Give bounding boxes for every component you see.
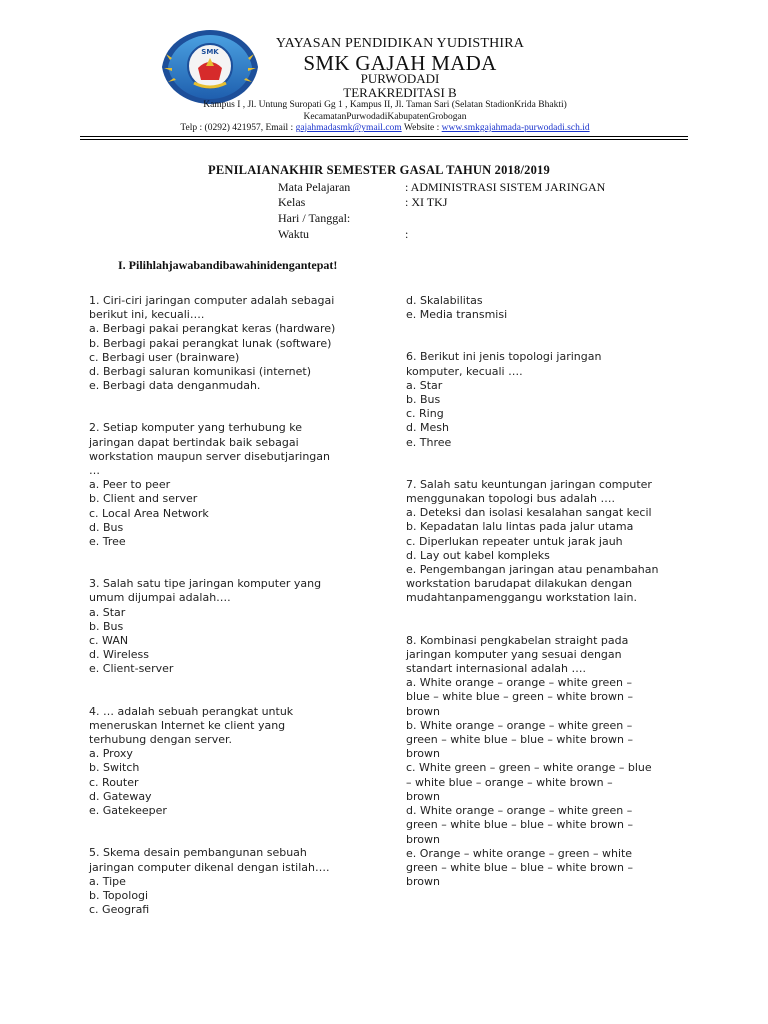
- field-value-subject: : ADMINISTRASI SISTEM JARINGAN: [405, 180, 606, 194]
- question-stem: 2. Setiap komputer yang terhubung ke jaringan dapat bertindak baik sebagai workstation maupun server disebutjaringan …: [89, 421, 330, 478]
- answer-option: c. Geografi: [89, 903, 150, 917]
- question-stem: 3. Salah satu tipe jaringan komputer yang umum dijumpai adalah….: [89, 577, 322, 605]
- left-question-column: [89, 294, 389, 917]
- school-name: SMK GAJAH MADA: [303, 51, 497, 75]
- answer-option: a. White orange – orange – white green – blue – white blue – green – white brown – brown: [406, 676, 633, 718]
- answer-option: a. Deteksi dan isolasi kesalahan sangat kecil: [406, 506, 652, 520]
- answer-option: e. Pengembangan jaringan atau penambahan workstation barudapat dilakukan dengan mudahtanpamenggangu workstation lain.: [406, 563, 659, 605]
- right-question-column: [406, 294, 696, 889]
- answer-option: a. Peer to peer: [89, 478, 171, 492]
- answer-option: b. White orange – orange – white green – green – white blue – blue – white brown – brown: [406, 718, 633, 761]
- contact-line: [80, 123, 690, 133]
- answer-option: a. Proxy: [89, 747, 133, 761]
- answer-option: b. Berbagi pakai perangkat lunak (software): [89, 336, 332, 350]
- answer-option: a. Star: [406, 378, 443, 392]
- section-instruction: I. Pilihlahjawabandibawahinidengantepat!: [118, 258, 338, 272]
- logo-text: SMK: [201, 48, 219, 56]
- answer-option: c. Local Area Network: [89, 506, 209, 520]
- field-label-time: Waktu: [278, 227, 310, 241]
- answer-option: c. Diperlukan repeater untuk jarak jauh: [406, 534, 623, 548]
- answer-option: a. Berbagi pakai perangkat keras (hardware): [89, 322, 336, 336]
- question-block: [89, 705, 389, 819]
- question-stem: 1. Ciri-ciri jaringan computer adalah sebagai berikut ini, kecuali….: [89, 294, 335, 322]
- answer-option: d. Berbagi saluran komunikasi (internet): [89, 365, 311, 379]
- address-line-2: KecamatanPurwodadiKabupatenGrobogan: [303, 112, 467, 122]
- answer-option: b. Switch: [89, 761, 140, 775]
- answer-option: d. White orange – orange – white green – green – white blue – blue – white brown – brown: [406, 804, 633, 846]
- answer-option: b. Topologi: [89, 888, 149, 902]
- question-block: [89, 846, 389, 917]
- header-divider: [80, 136, 688, 137]
- answer-option: d. Bus: [89, 520, 124, 534]
- question-stem: 7. Salah satu keuntungan jaringan computer menggunakan topologi bus adalah ….: [406, 477, 652, 506]
- question-stem: 5. Skema desain pembangunan sebuah jaringan computer dikenal dengan istilah….: [89, 846, 330, 874]
- foundation-name: YAYASAN PENDIDIKAN YUDISTHIRA: [275, 36, 525, 51]
- city-name: PURWODADI: [360, 71, 440, 86]
- question-block: [89, 294, 389, 393]
- website-label: Website :: [403, 123, 440, 133]
- address-line-1: Kampus I , Jl. Untung Suropati Gg 1 , Kampus II, Jl. Taman Sari (Selatan StadionKrida Bhakti): [203, 100, 567, 110]
- telp-label: Telp : (0292) 421957, Email :: [180, 123, 294, 133]
- website-link[interactable]: www.smkgajahmada-purwodadi.sch.id: [441, 123, 590, 133]
- field-value-class: : XI TKJ: [405, 195, 448, 209]
- field-label-subject: Mata Pelajaran: [278, 180, 351, 194]
- answer-option: d. Mesh: [406, 421, 449, 435]
- answer-option: b. Kepadatan lalu lintas pada jalur utama: [406, 520, 634, 534]
- field-value-time: :: [405, 227, 409, 241]
- question-block: [89, 421, 389, 549]
- header-divider-thin: [80, 139, 688, 140]
- answer-option: d. Lay out kabel kompleks: [406, 548, 550, 562]
- answer-option: d. Gateway: [89, 789, 152, 803]
- question-stem: 4. … adalah sebuah perangkat untuk meneruskan Internet ke client yang terhubung dengan server.: [89, 704, 294, 747]
- answer-option: e. Three: [406, 435, 452, 449]
- question-block: [89, 577, 389, 676]
- answer-option: a. Tipe: [89, 874, 126, 888]
- answer-option: c. Berbagi user (brainware): [89, 350, 240, 364]
- answer-option: d. Wireless: [89, 648, 150, 662]
- answer-option: b. Client and server: [89, 492, 198, 506]
- answer-option: e. Client-server: [89, 662, 174, 676]
- question-block: [406, 294, 696, 322]
- question-block: [406, 350, 696, 449]
- question-block: [406, 634, 696, 890]
- answer-option: d. Skalabilitas: [406, 294, 483, 307]
- answer-option: c. WAN: [89, 634, 129, 648]
- answer-option: c. Router: [89, 775, 139, 789]
- answer-option: e. Gatekeeper: [89, 804, 167, 818]
- question-stem: 8. Kombinasi pengkabelan straight pada jaringan komputer yang sesuai dengan standart internasional adalah ….: [406, 633, 629, 676]
- answer-option: e. Tree: [89, 535, 126, 549]
- answer-option: c. Ring: [406, 407, 444, 421]
- question-block: [406, 478, 696, 606]
- answer-option: a. Star: [89, 605, 126, 619]
- field-label-class: Kelas: [278, 195, 306, 209]
- accreditation: TERAKREDITASI B: [343, 85, 457, 100]
- field-label-date: Hari / Tanggal:: [278, 211, 351, 225]
- answer-option: e. Orange – white orange – green – white green – white blue – blue – white brown – brown: [406, 846, 633, 889]
- exam-title: PENILAIANAKHIR SEMESTER GASAL TAHUN 2018/2019: [208, 163, 550, 177]
- answer-option: c. White green – green – white orange – blue – white blue – orange – white brown – brown: [406, 761, 652, 803]
- email-link[interactable]: gajahmadasmk@ymail.com: [295, 123, 402, 133]
- answer-option: e. Berbagi data denganmudah.: [89, 379, 261, 393]
- answer-option: b. Bus: [89, 619, 124, 633]
- answer-option: b. Bus: [406, 393, 441, 407]
- question-stem: 6. Berikut ini jenis topologi jaringan komputer, kecuali ….: [406, 350, 602, 378]
- answer-option: e. Media transmisi: [406, 308, 508, 322]
